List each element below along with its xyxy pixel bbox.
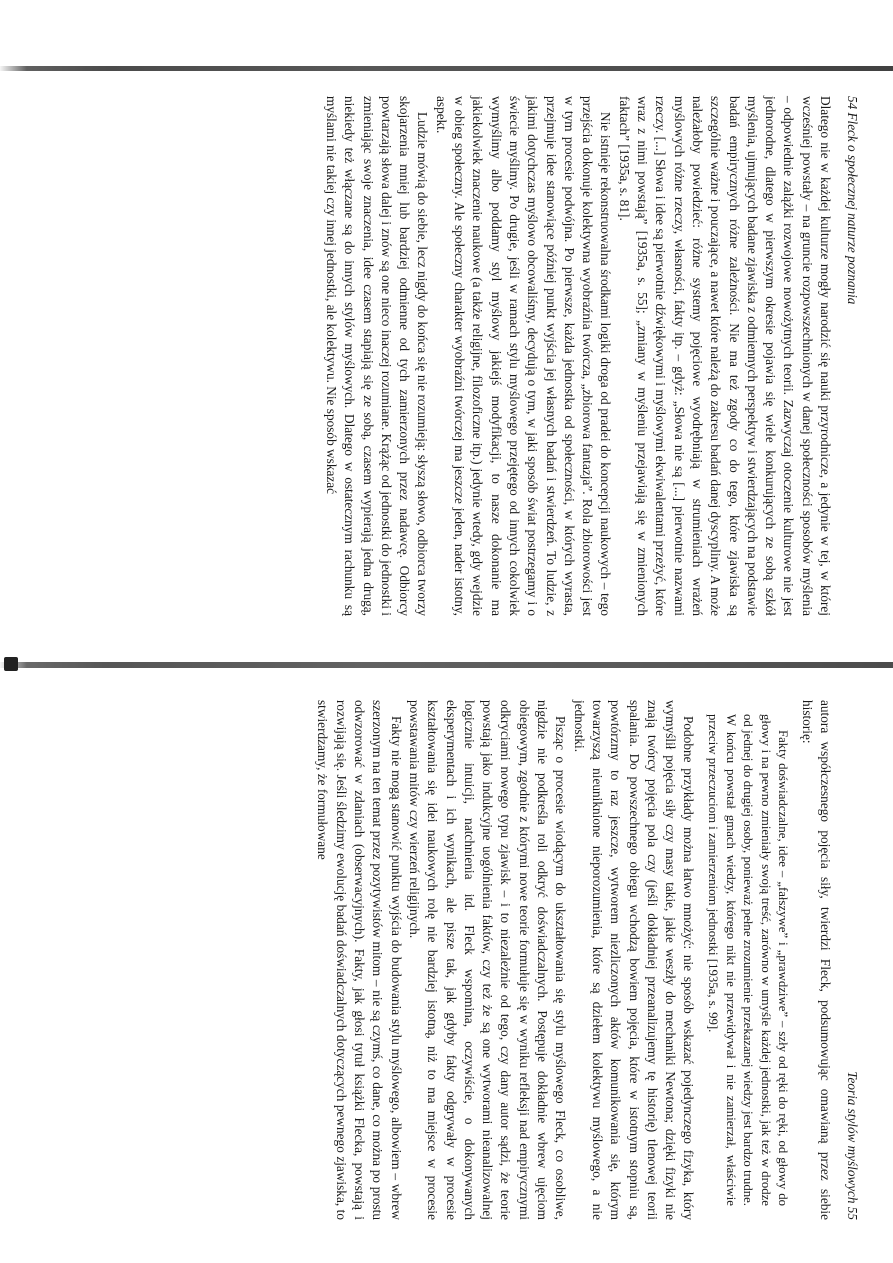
page-55-body [313,700,834,1220]
page-54-body [322,96,834,616]
running-head-left: 54 Fleck o społecznej naturze poznania [845,96,860,305]
block-quote [703,714,791,1206]
quote-text: Fakty doświadczalne, idee – „fałszywe” i „prawdziwe” – szły od ręki do ręki, od głowy do głowy i na pewno zmieniały swoją treść, zarówno w umyśle każdej jednostki, jak też w drodze od jednej do drugiej osoby, ponieważ pełne zrozumienie przekazanej wiedzy jest bardzo trudne. W końcu powstał gmach wiedzy, którego nikt nie przewidywał i nie zamierzał, właściwie przeciw przeczuciom i zamierzeniom jednostki [1935a, s. 99]. [706,714,791,1206]
paragraph: Pisząc o procesie wiodącym do ukształtowania się stylu myślowego Fleck, co osobliwe, nigdzie nie podkreśla roli odkryć doświadczalnych. Postępuje dokładnie wbrew ujęciom obiegowym, zgodnie z którymi nowe teorie formułuje się w wyniku refleksji nad empirycznymi odkryciami nowego typu zjawisk – i to niezależnie od tego, czy dany autor sądzi, że teorie powstają jako indukcyjne uogólnienia faktów, czy też że są one wytworami nieanalizowalnej logicznie intuicji, natchnienia itd. Fleck wspomina, oczywiście, o dokonywanych eksperymentach i ich wynikach, ale pisze tak, jak gdyby fakty odgrywały w procesie kształtowania się idei naukowych rolę nie bardziej istotną, niż to ma miejsce w procesie powstawania mitów czy wierzeń religijnych. [406,700,569,1220]
scan-shadow-top [0,66,893,71]
page-54 [80,96,860,616]
paragraph: Ludzie mówią do siebie, lecz nigdy do końca się nie rozumieją: słyszą słowo, odbiorca tworzy skojarzenia mniej lub bardziej odmienne od tych zamierzonych przez nadawcę. Odbiorcy powtarzają słowa dalej i znów są one nieco inaczej rozumiane. Krążąc od jednostki do jednostki i zmieniając swoje znaczenia, idee czasem stapiają się ze sobą, czasem wypierają jedna drugą, niekiedy też włączane są do innych stylów myślowych. Dlatego w ostatecznym rachunku są myślami nie takiej czy innej jednostki, ale kolektywu. Nie sposób wskazać [323,96,431,616]
paragraph: Podobne przykłady można łatwo mnożyć: nie sposób wskazać pojedynczego fizyka, który wymyślił pojęcia siły czy masy takie, jakie weszły do mechaniki Newtona; dzięki fizyki nie znają twórcy pojęcia pola czy (jeśli dokładniej przeanalizujemy tę historię) tlenowej teorii spalania. Do powszechnego obiegu wchodzą bowiem pojęcia, które w istotnym stopniu są, powtórzmy to raz jeszcze, wytworem niezliczonych aktów komunikowania się, którym towarzyszą nieuniknione nieporozumienia, które są dziełem kolektywu myślowego, a nie jednostki. [571,700,697,1220]
running-head-right: Teoria stylów myślowych 55 [845,1071,860,1220]
paragraph: Dlatego nie w każdej kulturze mogły narodzić się nauki przyrodnicze, a jedynie w tej, w której wcześniej powstały – na gruncie rozpowszechnionych w danej społeczności sposobów myślenia – odpowiednie zalążki rozwojowe nowożytnych teorii. Zazwyczaj otoczenie kulturowe nie jest jednorodne, dlatego w pierwszym okresie pojawia się wiele konkurujących ze sobą szkół myślenia, ujmujących badane zjawiska z odmiennych perspektyw i stwierdzających na podstawie badań empirycznych różne zależności. Nie ma też zgody co do tego, które zjawiska są szczególnie ważne i pouczające, a nawet które należą do zakresu badań danej dyscypliny. A może należałoby powiedzieć: różne systemy pojęciowe wyodrębniają w strumieniach wrażeń myślowych różne rzeczy, własności, fakty itp. – gdyż: „Słowa nie są [...] pierwotnie nazwami rzeczy. [...] Słowa i idee są pierwotnie dźwiękowymi i myślowymi ekwiwalentami przeżyć, które wraz z nimi powstają” [1935a, s. 55]; „zmiany w myśleniu przejawiają się w zmienionych faktach” [1935a, s. 81]. [616,96,833,616]
paragraph: Fakty nie mogą stanowić punktu wyjścia do budowania stylu myślowego, albowiem – wbrew szerzonym na ten temat przez pozytywistów mitom – nie są czymś, co dane, co można po prostu odwzorować w zdaniach (obserwacyjnych). Fakty, jak głosi tytuł książki Flecka, powstają i rozwijają się. Jeśli śledzimy ewolucję badań doświadczalnych dotyczących pewnego zjawiska, to stwierdzamy, że formułowane [315,700,404,1220]
scan-fleck [4,657,18,671]
paragraph: Nie istnieje rekonstruowalna środkami logiki droga od pradei do koncepcji naukowych – tego przejścia dokonuje kolektywna wyobraźnia twórcza, „zbiorowa fantazja”. Rola zbiorowości jest w tym procesie podwójna. Po pierwsze, każda jednostka od społeczności, w których wyrasta, przejmuje idee stanowiące później punkt wyjścia jej własnych badań i stwierdzeń. To ludzie, z jakimi dotychczas myślowo obcowaliśmy, decydują o tym, w jaki sposób świat postrzegamy i o świecie myślimy. Po drugie, jeśli w ramach stylu myślowego przejętego od innych cokolwiek wymyślimy albo poddamy styl myślowy jakiejś modyfikacji, to nasze dokonanie ma jakiekolwiek znaczenie naukowe (a także religijne, filozoficzne itp.) jedynie wtedy, gdy wejdzie w obieg społeczny. Ale społeczny charakter wyobraźni twórczej ma jeszcze jeden, nader istotny, aspekt. [433,96,614,616]
paragraph-intro: autora współczesnego pojęcia siły, twierdzi Fleck, podsumowując omawianą przez siebie historię: [799,700,833,1220]
page-55 [80,700,860,1220]
scan-shadow-middle [0,662,893,668]
